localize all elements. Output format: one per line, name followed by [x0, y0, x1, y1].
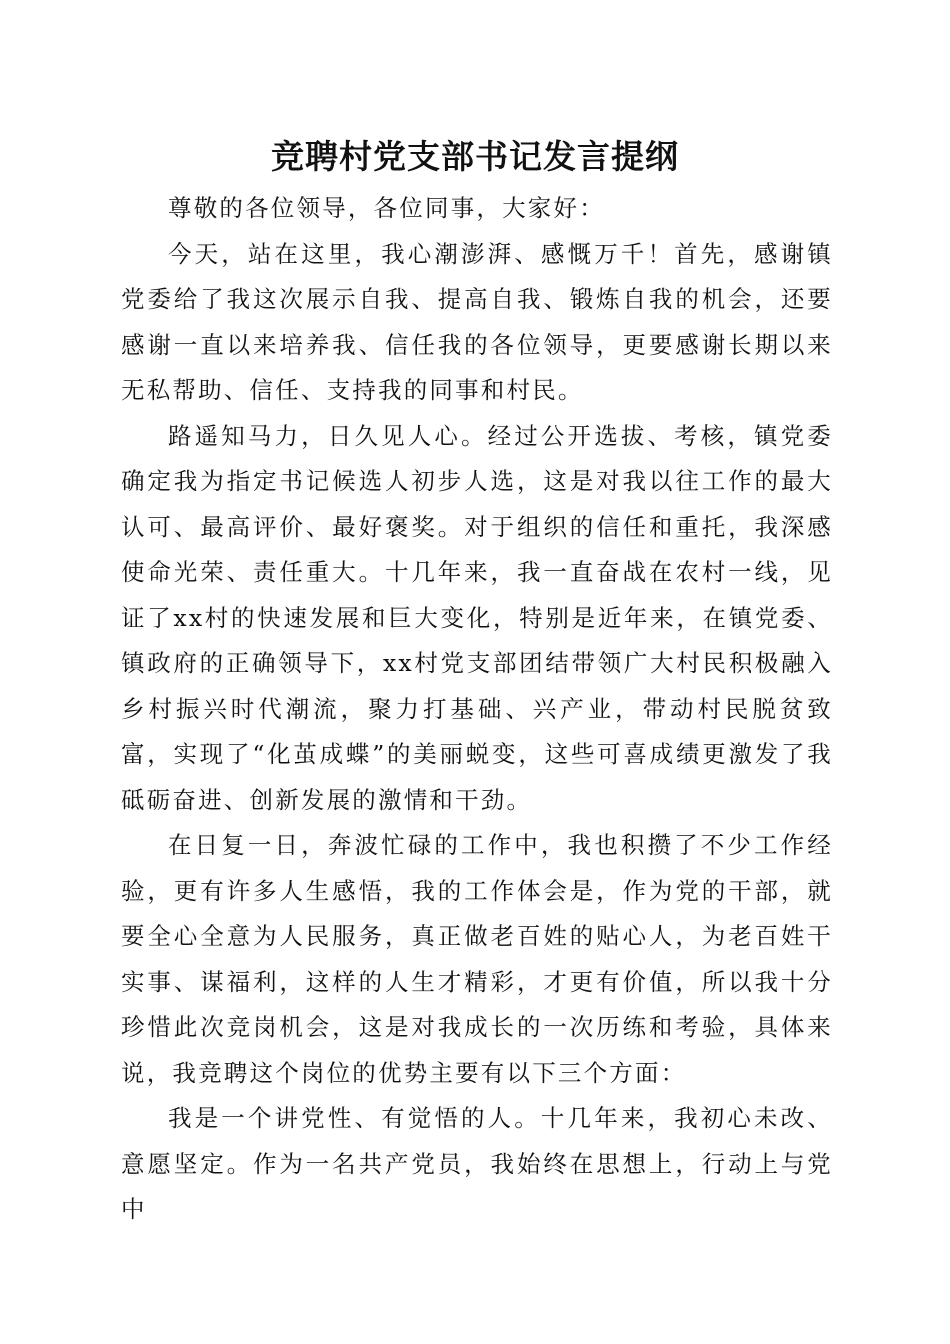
document-body: [121, 186, 833, 1233]
paragraph-strength-one: 我是一个讲党性、有觉悟的人。十几年来，我初心未改、意愿坚定。作为一名共产党员，我始终在思想上，行动上与党中: [121, 1104, 833, 1223]
paragraph-thanks: 今天，站在这里，我心潮澎湃、感慨万千！首先，感谢镇党委给了我这次展示自我、提高自我、锻炼自我的机会，还要感谢一直以来培养我、信任我的各位领导，更要感谢长期以来无私帮助、信任、支持我的同事和村民。: [121, 239, 833, 404]
document-title: 竞聘村党支部书记发言提纲: [271, 137, 679, 176]
paragraph-greeting: 尊敬的各位领导，各位同事，大家好：: [168, 194, 605, 222]
paragraph-reflection: 在日复一日，奔波忙碌的工作中，我也积攒了不少工作经验，更有许多人生感悟，我的工作体会是，作为党的干部，就要全心全意为人民服务，真正做老百姓的贴心人，为老百姓干实事、谋福利，这样的人生才精彩，才更有价值，所以我十分珍惜此次竞岗机会，这是对我成长的一次历练和考验，具体来说，我竞聘这个岗位的优势主要有以下三个方面：: [121, 831, 833, 1087]
paragraph-experience: 路遥知马力，日久见人心。经过公开选拔、考核，镇党委确定我为指定书记候选人初步人选，这是对我以往工作的最大认可、最高评价、最好褒奖。对于组织的信任和重托，我深感使命光荣、责任重大。十几年来，我一直奋战在农村一线，见证了xx村的快速发展和巨大变化，特别是近年来，在镇党委、镇政府的正确领导下，xx村党支部团结带领广大村民积极融入乡村振兴时代潮流，聚力打基础、兴产业，带动村民脱贫致富，实现了“化茧成蝶”的美丽蜕变，这些可喜成绩更激发了我砥砺奋进、创新发展的激情和干劲。: [121, 421, 833, 814]
